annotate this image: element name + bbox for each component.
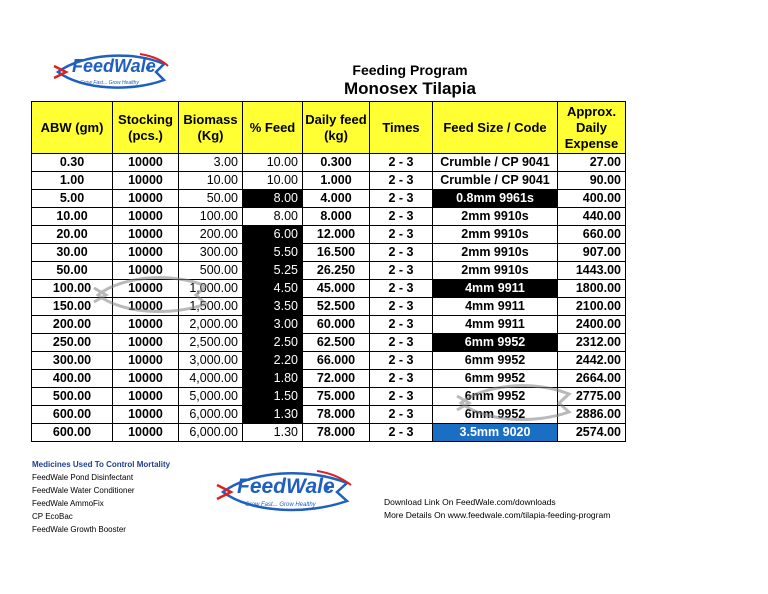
cell-daily-feed: 72.000 — [303, 370, 370, 388]
col-header-daily-feed: Daily feed (kg) — [303, 102, 370, 154]
cell-times: 2 - 3 — [370, 154, 433, 172]
cell-percent-feed: 1.30 — [243, 424, 303, 442]
cell-daily-feed: 45.000 — [303, 280, 370, 298]
cell-biomass: 2,500.00 — [179, 334, 243, 352]
cell-expense: 2886.00 — [558, 406, 626, 424]
col-header-feed-size: Feed Size / Code — [433, 102, 558, 154]
cell-daily-feed: 0.300 — [303, 154, 370, 172]
cell-feed-size: 2mm 9910s — [433, 226, 558, 244]
cell-stocking: 10000 — [113, 154, 179, 172]
cell-biomass: 1,000.00 — [179, 280, 243, 298]
cell-percent-feed: 8.00 — [243, 190, 303, 208]
cell-expense: 2574.00 — [558, 424, 626, 442]
cell-times: 2 - 3 — [370, 262, 433, 280]
cell-stocking: 10000 — [113, 298, 179, 316]
cell-feed-size: 2mm 9910s — [433, 208, 558, 226]
cell-stocking: 10000 — [113, 208, 179, 226]
cell-expense: 2100.00 — [558, 298, 626, 316]
details-link[interactable]: More Details On www.feedwale.com/tilapia-feeding-program — [384, 510, 611, 520]
cell-biomass: 3,000.00 — [179, 352, 243, 370]
medicine-item: FeedWale AmmoFix — [32, 499, 104, 508]
cell-abw: 10.00 — [32, 208, 113, 226]
cell-abw: 0.30 — [32, 154, 113, 172]
cell-percent-feed: 3.50 — [243, 298, 303, 316]
cell-abw: 50.00 — [32, 262, 113, 280]
cell-biomass: 200.00 — [179, 226, 243, 244]
cell-percent-feed: 5.25 — [243, 262, 303, 280]
medicine-item: FeedWale Pond Disinfectant — [32, 473, 134, 482]
cell-abw: 1.00 — [32, 172, 113, 190]
cell-biomass: 5,000.00 — [179, 388, 243, 406]
cell-daily-feed: 78.000 — [303, 424, 370, 442]
cell-abw: 250.00 — [32, 334, 113, 352]
cell-biomass: 6,000.00 — [179, 424, 243, 442]
logo-tagline: Grow Fast... Grow Healthy — [80, 80, 139, 86]
medicine-item: FeedWale Growth Booster — [32, 525, 126, 534]
cell-times: 2 - 3 — [370, 406, 433, 424]
cell-percent-feed: 2.20 — [243, 352, 303, 370]
cell-feed-size: 2mm 9910s — [433, 262, 558, 280]
cell-expense: 2664.00 — [558, 370, 626, 388]
cell-expense: 90.00 — [558, 172, 626, 190]
cell-times: 2 - 3 — [370, 316, 433, 334]
cell-expense: 660.00 — [558, 226, 626, 244]
cell-times: 2 - 3 — [370, 226, 433, 244]
cell-percent-feed: 2.50 — [243, 334, 303, 352]
page-subtitle: Monosex Tilapia — [344, 79, 476, 98]
watermark-logo — [455, 378, 575, 433]
cell-biomass: 3.00 — [179, 154, 243, 172]
col-header-expense: Approx. Daily Expense — [558, 102, 626, 154]
cell-abw: 300.00 — [32, 352, 113, 370]
feedwale-logo-bottom — [215, 467, 355, 517]
cell-daily-feed: 75.000 — [303, 388, 370, 406]
cell-percent-feed: 1.50 — [243, 388, 303, 406]
fish-watermark-icon — [92, 270, 212, 320]
logo-wordmark: FeedWale — [72, 56, 156, 76]
cell-daily-feed: 62.500 — [303, 334, 370, 352]
cell-percent-feed: 10.00 — [243, 172, 303, 190]
col-header-percent-feed: % Feed — [243, 102, 303, 154]
fish-watermark-icon — [455, 378, 575, 428]
cell-feed-size: 6mm 9952 — [433, 406, 558, 424]
cell-expense: 27.00 — [558, 154, 626, 172]
cell-daily-feed: 66.000 — [303, 352, 370, 370]
cell-biomass: 6,000.00 — [179, 406, 243, 424]
links-section — [384, 496, 610, 522]
cell-feed-size: 6mm 9952 — [433, 334, 558, 352]
cell-abw: 600.00 — [32, 424, 113, 442]
cell-times: 2 - 3 — [370, 352, 433, 370]
cell-expense: 907.00 — [558, 244, 626, 262]
cell-times: 2 - 3 — [370, 370, 433, 388]
cell-percent-feed: 1.80 — [243, 370, 303, 388]
cell-feed-size: 0.8mm 9961s — [433, 190, 558, 208]
cell-feed-size: 6mm 9952 — [433, 388, 558, 406]
col-header-biomass: Biomass (Kg) — [179, 102, 243, 154]
cell-daily-feed: 16.500 — [303, 244, 370, 262]
cell-stocking: 10000 — [113, 424, 179, 442]
medicines-title: Medicines Used To Control Mortality — [32, 460, 171, 469]
cell-expense: 2775.00 — [558, 388, 626, 406]
cell-feed-size: 6mm 9952 — [433, 370, 558, 388]
cell-daily-feed: 8.000 — [303, 208, 370, 226]
cell-times: 2 - 3 — [370, 388, 433, 406]
col-header-abw: ABW (gm) — [32, 102, 113, 154]
cell-stocking: 10000 — [113, 388, 179, 406]
cell-times: 2 - 3 — [370, 208, 433, 226]
cell-biomass: 1,500.00 — [179, 298, 243, 316]
cell-stocking: 10000 — [113, 406, 179, 424]
cell-expense: 2400.00 — [558, 316, 626, 334]
cell-daily-feed: 78.000 — [303, 406, 370, 424]
cell-stocking: 10000 — [113, 280, 179, 298]
page-title: Feeding Program — [352, 62, 468, 78]
cell-feed-size: 4mm 9911 — [433, 298, 558, 316]
cell-percent-feed: 8.00 — [243, 208, 303, 226]
cell-feed-size: 3.5mm 9020 — [433, 424, 558, 442]
cell-daily-feed: 60.000 — [303, 316, 370, 334]
table-header-row — [32, 102, 626, 154]
cell-biomass: 10.00 — [179, 172, 243, 190]
cell-stocking: 10000 — [113, 172, 179, 190]
cell-times: 2 - 3 — [370, 334, 433, 352]
cell-expense: 1443.00 — [558, 262, 626, 280]
cell-abw: 200.00 — [32, 316, 113, 334]
cell-daily-feed: 26.250 — [303, 262, 370, 280]
cell-stocking: 10000 — [113, 226, 179, 244]
table-row — [32, 244, 626, 262]
cell-stocking: 10000 — [113, 352, 179, 370]
logo-tagline: Grow Fast... Grow Healthy — [245, 502, 316, 508]
cell-times: 2 - 3 — [370, 280, 433, 298]
col-header-stocking: Stocking (pcs.) — [113, 102, 179, 154]
cell-abw: 5.00 — [32, 190, 113, 208]
cell-expense: 2312.00 — [558, 334, 626, 352]
cell-times: 2 - 3 — [370, 424, 433, 442]
table-row — [32, 190, 626, 208]
cell-biomass: 100.00 — [179, 208, 243, 226]
cell-expense: 2442.00 — [558, 352, 626, 370]
cell-percent-feed: 6.00 — [243, 226, 303, 244]
cell-feed-size: 4mm 9911 — [433, 280, 558, 298]
cell-biomass: 2,000.00 — [179, 316, 243, 334]
medicines-section — [32, 458, 170, 536]
cell-percent-feed: 4.50 — [243, 280, 303, 298]
cell-biomass: 500.00 — [179, 262, 243, 280]
cell-times: 2 - 3 — [370, 190, 433, 208]
cell-abw: 20.00 — [32, 226, 113, 244]
cell-stocking: 10000 — [113, 190, 179, 208]
col-header-times: Times — [370, 102, 433, 154]
watermark-logo — [92, 270, 212, 325]
cell-feed-size: 2mm 9910s — [433, 244, 558, 262]
cell-expense: 1800.00 — [558, 280, 626, 298]
cell-daily-feed: 4.000 — [303, 190, 370, 208]
cell-percent-feed: 1.30 — [243, 406, 303, 424]
cell-abw: 150.00 — [32, 298, 113, 316]
cell-times: 2 - 3 — [370, 244, 433, 262]
cell-percent-feed: 3.00 — [243, 316, 303, 334]
table-row — [32, 226, 626, 244]
cell-daily-feed: 1.000 — [303, 172, 370, 190]
table-row — [32, 172, 626, 190]
cell-expense: 400.00 — [558, 190, 626, 208]
medicine-item: FeedWale Water Conditioner — [32, 486, 135, 495]
cell-abw: 600.00 — [32, 406, 113, 424]
cell-stocking: 10000 — [113, 244, 179, 262]
cell-expense: 440.00 — [558, 208, 626, 226]
cell-abw: 500.00 — [32, 388, 113, 406]
cell-biomass: 300.00 — [179, 244, 243, 262]
medicine-item: CP EcoBac — [32, 512, 73, 521]
table-row — [32, 208, 626, 226]
cell-abw: 400.00 — [32, 370, 113, 388]
cell-feed-size: Crumble / CP 9041 — [433, 154, 558, 172]
cell-times: 2 - 3 — [370, 298, 433, 316]
table-row — [32, 334, 626, 352]
cell-stocking: 10000 — [113, 316, 179, 334]
cell-percent-feed: 5.50 — [243, 244, 303, 262]
download-link[interactable]: Download Link On FeedWale.com/downloads — [384, 497, 556, 507]
cell-feed-size: 4mm 9911 — [433, 316, 558, 334]
cell-abw: 100.00 — [32, 280, 113, 298]
cell-times: 2 - 3 — [370, 172, 433, 190]
cell-stocking: 10000 — [113, 370, 179, 388]
cell-feed-size: Crumble / CP 9041 — [433, 172, 558, 190]
cell-daily-feed: 12.000 — [303, 226, 370, 244]
cell-daily-feed: 52.500 — [303, 298, 370, 316]
cell-stocking: 10000 — [113, 262, 179, 280]
cell-biomass: 50.00 — [179, 190, 243, 208]
cell-abw: 30.00 — [32, 244, 113, 262]
cell-stocking: 10000 — [113, 334, 179, 352]
cell-percent-feed: 10.00 — [243, 154, 303, 172]
cell-feed-size: 6mm 9952 — [433, 352, 558, 370]
logo-wordmark: FeedWale — [237, 475, 335, 498]
table-row — [32, 352, 626, 370]
cell-biomass: 4,000.00 — [179, 370, 243, 388]
table-row — [32, 154, 626, 172]
